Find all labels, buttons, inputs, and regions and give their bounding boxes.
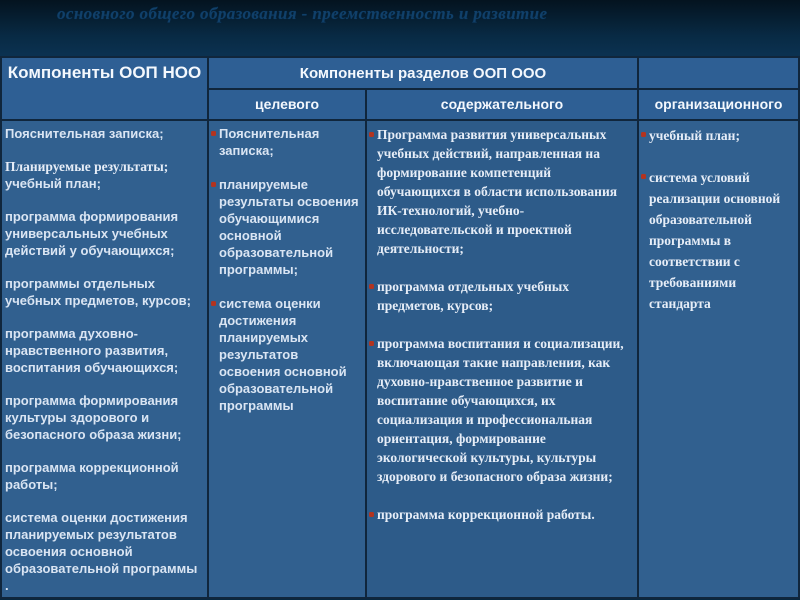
bullet-icon: [211, 301, 216, 306]
list-item-text: программа формирования универсальных учебных действий у обучающихся;: [5, 209, 179, 258]
header-components-sections-oop-ooo: Компоненты разделов ООП ООО: [209, 58, 637, 88]
list-item-text: программы отдельных учебных предметов, курсов;: [5, 276, 191, 308]
list-item: [5, 208, 204, 259]
header-sub-organizational: организационного: [639, 90, 798, 119]
list-item-text: Пояснительная записка;: [219, 126, 320, 158]
list-item-text: программа формирования культуры здорового и безопасного образа жизни;: [5, 393, 182, 442]
list-item: [649, 167, 794, 314]
bullet-icon: [211, 131, 216, 136]
list-item-text: система условий реализации основной образовательной программы в соответствии с требованиями стандарта: [649, 170, 781, 311]
bullet-icon: [641, 174, 646, 179]
list-item: [377, 505, 633, 524]
list-item-text: Программа развития универсальных учебных действий, направленная на формирование компетенций обучающихся в области использования ИК-технологий, учебно-исследовательской и проектной деятельности;: [377, 127, 618, 256]
bullet-icon: [369, 512, 374, 517]
list-item: [5, 275, 204, 309]
list-item: [5, 509, 204, 577]
list-item-text: .: [5, 578, 9, 593]
list-item: [377, 277, 633, 315]
list-item-text: система оценки достижения планируемых результатов освоения основной образовательной программы: [219, 296, 347, 413]
column-organizational-items: [639, 121, 798, 597]
list-item-text: программа коррекционной работы;: [5, 460, 179, 492]
list-item-text: Пояснительная записка;: [5, 126, 164, 141]
list-item-text: Планируемые результаты;: [5, 159, 169, 174]
list-item: [219, 295, 360, 414]
list-item: [377, 334, 633, 486]
list-item: [5, 125, 204, 142]
list-item-text: учебный план;: [649, 128, 740, 143]
header-empty-cell: [639, 58, 798, 88]
list-item-text: планируемые результаты освоения обучающимися основной образовательной программы;: [219, 177, 359, 277]
list-item-text: программа коррекционной работы.: [377, 507, 595, 522]
bullet-icon: [641, 132, 646, 137]
list-item: [377, 125, 633, 258]
list-item-text: программа духовно-нравственного развития, воспитания обучающихся;: [5, 326, 179, 375]
list-item: [5, 577, 204, 594]
list-item-text: программа воспитания и социализации, включающая такие направления, как духовно-нравственное развитие и воспитание обучающихся, их социализация и профессиональная ориентация, формирование экологической культуры, культуры здорового и безопасного образа жизни;: [377, 336, 624, 484]
bullet-icon: [211, 182, 216, 187]
list-item-text: учебный план;: [5, 176, 101, 191]
list-item: [5, 158, 204, 175]
column-content-items: [367, 121, 637, 597]
list-item: [5, 325, 204, 376]
list-item-text: программа отдельных учебных предметов, курсов;: [377, 279, 570, 313]
list-item: [5, 175, 204, 192]
list-item: [219, 176, 360, 278]
column-target-items: [209, 121, 365, 597]
bullet-icon: [369, 132, 374, 137]
header-components-oop-noo: Компоненты ООП НОО: [2, 58, 207, 119]
bullet-icon: [369, 284, 374, 289]
header-sub-content: содержательного: [367, 90, 637, 119]
bullet-icon: [369, 341, 374, 346]
list-item: [649, 125, 794, 146]
list-item-text: система оценки достижения планируемых результатов освоения основной образовательной программы: [5, 510, 198, 576]
components-table: [0, 56, 800, 599]
slide-background-title: основного общего образования - преемственность и развитие: [57, 4, 548, 23]
list-item: [5, 392, 204, 443]
list-item: [5, 459, 204, 493]
header-sub-target: целевого: [209, 90, 365, 119]
column-oop-noo-items: [2, 121, 207, 597]
list-item: [219, 125, 360, 159]
